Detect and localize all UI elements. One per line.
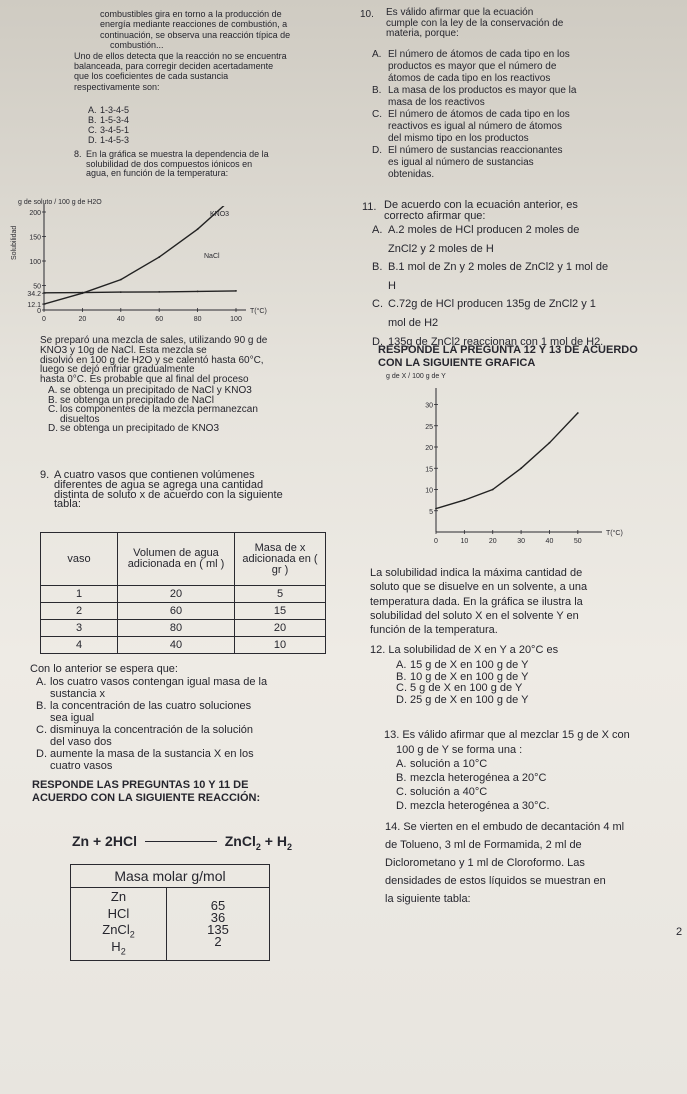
y-tick-label: 20: [425, 445, 433, 452]
intro-option: [88, 136, 129, 145]
x-tick-label: 0: [42, 316, 46, 323]
y-axis-label: g de X / 100 g de Y: [386, 373, 446, 380]
intro-line: combustibles gira en torno a la producción de: [100, 9, 282, 19]
question-9-option: [36, 749, 254, 760]
side-label: Solubilidad: [11, 225, 18, 260]
question-12-option: [396, 672, 528, 683]
table-cell: 1: [41, 586, 118, 603]
question-9-line: distinta de soluto x de acuerdo con la siguiente: [54, 488, 283, 501]
option-text: 5 g de X en 100 g de Y: [410, 682, 523, 695]
question-9-option: [36, 677, 267, 688]
question-14-line: densidades de estos líquidos se muestran en: [385, 875, 606, 887]
molar-value: 36: [210, 910, 226, 926]
question-10-option: [372, 62, 556, 72]
option-letter: B.: [372, 261, 383, 274]
option-text: 1-5-3-4: [100, 115, 130, 125]
intro-option: [88, 116, 129, 125]
data-point: [549, 442, 551, 444]
table-cell: 80: [118, 620, 235, 637]
option-letter: A.: [396, 659, 407, 671]
solubility-description-line: temperatura dada. En la gráfica se ilustra la: [370, 595, 583, 608]
question-8-line: KNO3 y 10g de NaCl. Esta mezcla se: [40, 344, 207, 356]
intro-line: que los coeficientes de cada sustancia: [74, 71, 229, 82]
solubility-description-line: soluto que se disuelve en un solvente, a una: [370, 581, 588, 594]
option-letter: D.: [48, 423, 58, 435]
option-text: mol de H2: [388, 317, 439, 329]
option-letter: D.: [372, 145, 382, 156]
option-text: 135g de ZnCl2 reaccionan con 1 mol de H2.: [388, 335, 604, 348]
option-letter: B.: [36, 700, 47, 712]
question-10-line: materia, porque:: [386, 28, 459, 40]
table-row: [41, 603, 326, 620]
x-tick-label: 60: [155, 316, 164, 323]
y-tick-label: 0: [37, 308, 41, 315]
intro-option: [88, 106, 129, 115]
data-point: [82, 292, 84, 294]
y-axis-label: g de soluto / 100 g de H2O: [18, 199, 102, 206]
table-cell: 20: [118, 586, 235, 603]
question-9-option: [36, 689, 105, 700]
reaction-arrow-icon: [145, 841, 217, 842]
option-letter: B.: [396, 670, 407, 683]
molar-value: 2: [214, 934, 222, 950]
option-letter: A.: [88, 105, 97, 115]
option-text: solución a 10°C: [410, 758, 488, 770]
question-8-option: [48, 424, 219, 434]
question-8-line: agua, en función de la temperatura:: [86, 168, 229, 178]
option-letter: C.: [88, 125, 97, 135]
question-14-line: Diclorometano y 1 ml de Cloroformo. Las: [385, 857, 585, 869]
series-label: KNO3: [210, 211, 230, 218]
option-text: 1-3-4-5: [100, 105, 130, 115]
molar-value: 135: [207, 922, 229, 938]
section-heading-line: RESPONDE LA PREGUNTA 12 Y 13 DE ACUERDO: [378, 344, 638, 356]
question-14-line: 14. Se vierten en el embudo de decantación 4 ml: [385, 821, 625, 833]
option-letter: C.: [36, 724, 47, 736]
molar-name-text: HCl: [107, 905, 130, 921]
table-cell: 15: [235, 603, 326, 620]
option-letter: A.: [48, 385, 58, 396]
table-cell: 40: [118, 637, 235, 654]
table-row: [41, 586, 326, 603]
question-10-line: Es válido afirmar que la ecuación: [386, 7, 534, 18]
question-9-stem: Con lo anterior se espera que:: [30, 663, 178, 675]
x-tick-label: 20: [78, 316, 87, 323]
intro-line: continuación, se observa una reacción típica de: [100, 29, 291, 40]
data-point: [43, 292, 45, 294]
table-header-masa: Masa de x adicionada en ( gr ): [235, 533, 326, 586]
data-point: [158, 291, 160, 293]
question-9-option: [36, 761, 112, 772]
option-letter: D.: [88, 135, 97, 145]
question-number: 9.: [40, 469, 50, 481]
series-line-nacl: [44, 291, 236, 293]
molar-name-text: ZnCl: [102, 922, 130, 938]
option-text: La masa de los productos es mayor que la: [388, 85, 577, 96]
molar-mass-table: [70, 864, 270, 961]
option-text: obtenidas.: [388, 169, 435, 180]
molar-name: [71, 938, 166, 958]
question-10-option: [372, 50, 570, 60]
question-number: 10.: [360, 9, 374, 20]
section-heading-line: ACUERDO CON LA SIGUIENTE REACCIÓN:: [32, 791, 261, 804]
option-text: productos es mayor que el número de: [388, 61, 557, 72]
question-11-option: [372, 225, 579, 236]
option-text: disueltos: [60, 413, 100, 425]
option-text: se obtenga un precipitado de KNO3: [60, 423, 219, 435]
question-13-option: [396, 759, 487, 770]
option-text: los cuatro vasos contengan igual masa de la: [50, 676, 268, 688]
table-cell: 5: [235, 586, 326, 603]
option-letter: D.: [396, 693, 407, 706]
x-tick-label: 40: [545, 538, 554, 545]
option-letter: C.: [372, 109, 382, 120]
question-9-option: [36, 713, 94, 724]
question-11-option: [372, 318, 438, 329]
data-point: [463, 499, 465, 501]
x-tick-label: 20: [488, 538, 497, 545]
data-point: [197, 228, 199, 230]
y-tick-label: 100: [29, 259, 41, 266]
intro-option: [88, 126, 129, 135]
y-tick-label: 30: [425, 402, 433, 410]
data-point: [492, 489, 494, 491]
solubility-description-line: solubilidad del soluto X en el solvente Y en: [370, 609, 579, 622]
series-label: NaCl: [204, 253, 220, 260]
intro-line: respectivamente son:: [74, 81, 160, 92]
question-14-line: de Tolueno, 3 ml de Formamida, 2 ml de: [385, 839, 582, 851]
question-13-option: [396, 773, 547, 784]
option-text: disminuya la concentración de la solución: [50, 724, 254, 736]
option-text: B.1 mol de Zn y 2 moles de ZnCl2 y 1 mol de: [388, 261, 609, 274]
option-text: la concentración de las cuatro soluciones: [50, 700, 252, 712]
question-11-line: De acuerdo con la ecuación anterior, es: [384, 199, 578, 211]
table-cell: 2: [41, 603, 118, 620]
question-10-option: [372, 158, 534, 168]
option-letter: C.: [372, 298, 383, 311]
option-text: 1-4-5-3: [100, 135, 130, 145]
molar-name-subscript: 2: [129, 929, 135, 940]
question-8-line: solubilidad de dos compuestos iónicos en: [86, 158, 253, 169]
option-letter: B.: [396, 772, 407, 784]
intro-line: energía mediante reacciones de combustión, a: [100, 19, 288, 30]
option-text: El número de átomos de cada tipo en los: [388, 109, 570, 120]
data-point: [235, 290, 237, 292]
question-10-option: [372, 110, 570, 120]
option-text: sea igual: [50, 712, 95, 724]
y-tick-label: 25: [425, 423, 433, 431]
data-point: [435, 508, 437, 510]
option-text: cuatro vasos: [50, 760, 113, 772]
series-line-kno3: [44, 195, 236, 304]
option-letter: D.: [396, 800, 407, 812]
page-number: 2: [676, 926, 683, 938]
option-text: 15 g de X en 100 g de Y: [410, 659, 529, 671]
question-10-option: [372, 122, 562, 132]
x-tick-label: 80: [193, 316, 202, 323]
y-tick-label: 15: [425, 466, 433, 474]
y-tick-label: 150: [29, 234, 41, 242]
question-13-option: [396, 801, 550, 812]
x-tick-label: 30: [517, 538, 525, 545]
molar-name-subscript: 2: [120, 946, 126, 957]
question-number: 11.: [362, 201, 377, 213]
question-12-option: [396, 695, 528, 706]
question-11-option: [372, 244, 494, 255]
question-13-stem: 100 g de Y se forma una :: [396, 744, 523, 756]
option-text: los componentes de la mezcla permanezcan: [60, 404, 258, 416]
x-tick-label: 50: [573, 538, 582, 545]
option-letter: C.: [48, 404, 58, 416]
question-12-option: [396, 660, 528, 671]
data-point: [120, 279, 122, 281]
section-heading-line: RESPONDE LAS PREGUNTAS 10 Y 11 DE: [32, 779, 249, 791]
reaction-equation: Zn + 2HCl ZnCl$_2$ + $H_2$: [72, 833, 292, 852]
x-tick-label: 10: [460, 538, 469, 545]
option-letter: D.: [372, 335, 383, 348]
y-tick-label: 50: [33, 283, 41, 291]
option-letter: B.: [48, 394, 58, 406]
table-cell: 10: [235, 637, 326, 654]
option-text: del mismo tipo en los productos: [388, 133, 529, 144]
option-letter: A.: [372, 49, 382, 60]
molar-value: 65: [210, 898, 226, 914]
question-8-line: luego se dejó enfriar gradualmente: [40, 364, 195, 376]
table-cell: 20: [235, 620, 326, 637]
option-text: mezcla heterogénea a 20°C: [410, 772, 547, 784]
data-point: [43, 303, 45, 305]
option-text: aumente la masa de la sustancia X en los: [50, 748, 254, 760]
question-10-line: cumple con la ley de la conservación de: [386, 17, 564, 29]
question-13-option: [396, 787, 487, 798]
question-9-option: [36, 737, 112, 748]
x-axis-label: T(°C): [606, 530, 623, 537]
option-text: masa de los reactivos: [388, 97, 485, 108]
option-text: reactivos es igual al número de átomos: [388, 121, 562, 132]
question-10-option: [372, 134, 529, 144]
option-letter: D.: [36, 748, 47, 760]
question-10-option: [372, 170, 434, 180]
option-letter: B.: [372, 85, 382, 96]
option-text: El número de átomos de cada tipo en los: [388, 49, 570, 60]
question-11-option: [372, 299, 596, 310]
section-heading-line: CON LA SIGUIENTE GRAFICA: [378, 356, 536, 369]
question-9-option: [36, 701, 251, 712]
table-row: [41, 637, 326, 654]
x-tick-label: 0: [434, 538, 438, 545]
option-letter: C.: [396, 682, 407, 695]
option-letter: A.: [372, 224, 383, 236]
question-9-line: diferentes de agua se agrega una cantidad: [54, 478, 264, 491]
question-9-line: tabla:: [54, 498, 81, 511]
option-text: ZnCl2 y 2 moles de H: [388, 242, 494, 255]
option-letter: A.: [36, 676, 47, 688]
y-tick-label: 200: [29, 210, 41, 217]
question-11-line: correcto afirmar que:: [384, 210, 486, 222]
option-text: A.2 moles de HCl producen 2 moles de: [388, 224, 580, 236]
intro-line: Uno de ellos detecta que la reacción no se encuentra: [74, 50, 287, 61]
table-header-volumen: Volumen de agua adicionada en ( ml ): [118, 533, 235, 586]
data-point: [520, 467, 522, 469]
solubility-chart-x-in-y: [360, 366, 660, 546]
data-point: [197, 290, 199, 292]
option-text: sustancia x: [50, 688, 106, 700]
option-text: H: [388, 279, 396, 292]
volume-mass-table: [40, 532, 326, 654]
option-text: mezcla heterogénea a 30°C.: [410, 800, 550, 812]
molar-name-text: H: [111, 938, 121, 954]
data-point: [158, 256, 160, 258]
intro-line: combustión...: [110, 40, 164, 51]
data-point: [120, 291, 122, 293]
solubility-description-line: función de la temperatura.: [370, 624, 498, 637]
option-letter: A.: [396, 758, 407, 770]
series-line-x: [436, 413, 578, 509]
question-10-option: [372, 98, 485, 108]
option-text: se obtenga un precipitado de NaCl y KNO3: [60, 385, 252, 396]
molar-names-cell: [71, 888, 167, 961]
question-9-line: A cuatro vasos que contienen volúmenes: [54, 469, 255, 481]
solubility-description-line: La solubilidad indica la máxima cantidad de: [370, 567, 583, 579]
solubility-chart-salts: [11, 196, 304, 326]
table-cell: 60: [118, 603, 235, 620]
question-10-option: [372, 146, 563, 156]
molar-name-text: Zn: [110, 889, 127, 904]
option-letter: C.: [396, 786, 407, 798]
option-letter: B.: [88, 115, 97, 125]
molar-table-title: Masa molar g/mol: [71, 865, 270, 888]
option-text: átomos de cada tipo en los reactivos: [388, 73, 551, 84]
intro-line: balanceada, para corregir deciden acertadamente: [74, 61, 274, 71]
option-text: 3-4-5-1: [100, 125, 130, 135]
option-text: del vaso dos: [50, 736, 112, 748]
x-axis-label: T(°C): [250, 308, 267, 315]
question-13-stem: 13. Es válido afirmar que al mezclar 15 g de X con: [384, 729, 630, 741]
question-12-stem: 12. La solubilidad de X en Y a 20°C es: [370, 644, 559, 656]
question-10-option: [372, 74, 550, 84]
question-8-line: En la gráfica se muestra la dependencia de la: [86, 149, 269, 159]
table-cell: 3: [41, 620, 118, 637]
y-tick-label: 12.1: [27, 302, 41, 310]
question-12-option: [396, 683, 522, 694]
question-11-option: [372, 281, 396, 292]
option-text: se obtenga un precipitado de NaCl: [60, 394, 214, 406]
x-tick-label: 40: [116, 316, 125, 323]
option-text: 25 g de X en 100 g de Y: [410, 693, 529, 706]
question-8-line: Se preparó una mezcla de sales, utilizando 90 g de: [40, 335, 268, 346]
option-text: 10 g de X en 100 g de Y: [410, 670, 529, 683]
data-point: [577, 412, 579, 414]
option-text: es igual al número de sustancias: [388, 157, 534, 168]
table-row: [41, 620, 326, 637]
molar-values-cell: [167, 888, 270, 961]
question-8-line: hasta 0°C. Es probable que al final del proceso: [40, 374, 249, 386]
option-text: C.72g de HCl producen 135g de ZnCl2 y 1: [388, 298, 596, 311]
option-text: El número de sustancias reaccionantes: [388, 145, 563, 156]
x-tick-label: 100: [230, 316, 242, 323]
option-text: solución a 40°C: [410, 786, 488, 798]
table-header-vaso: vaso: [41, 533, 118, 586]
question-9-option: [36, 725, 253, 736]
question-14-line: la siguiente tabla:: [385, 893, 471, 905]
question-8-line: disolvió en 100 g de H2O y se calentó hasta 60°C,: [40, 354, 264, 366]
question-11-option: [372, 262, 608, 273]
question-number: 8.: [74, 149, 82, 159]
table-cell: 4: [41, 637, 118, 654]
question-10-option: [372, 86, 576, 96]
y-tick-label: 10: [425, 487, 433, 495]
y-tick-label: 5: [429, 508, 433, 516]
y-tick-label: 34.2: [27, 291, 41, 299]
